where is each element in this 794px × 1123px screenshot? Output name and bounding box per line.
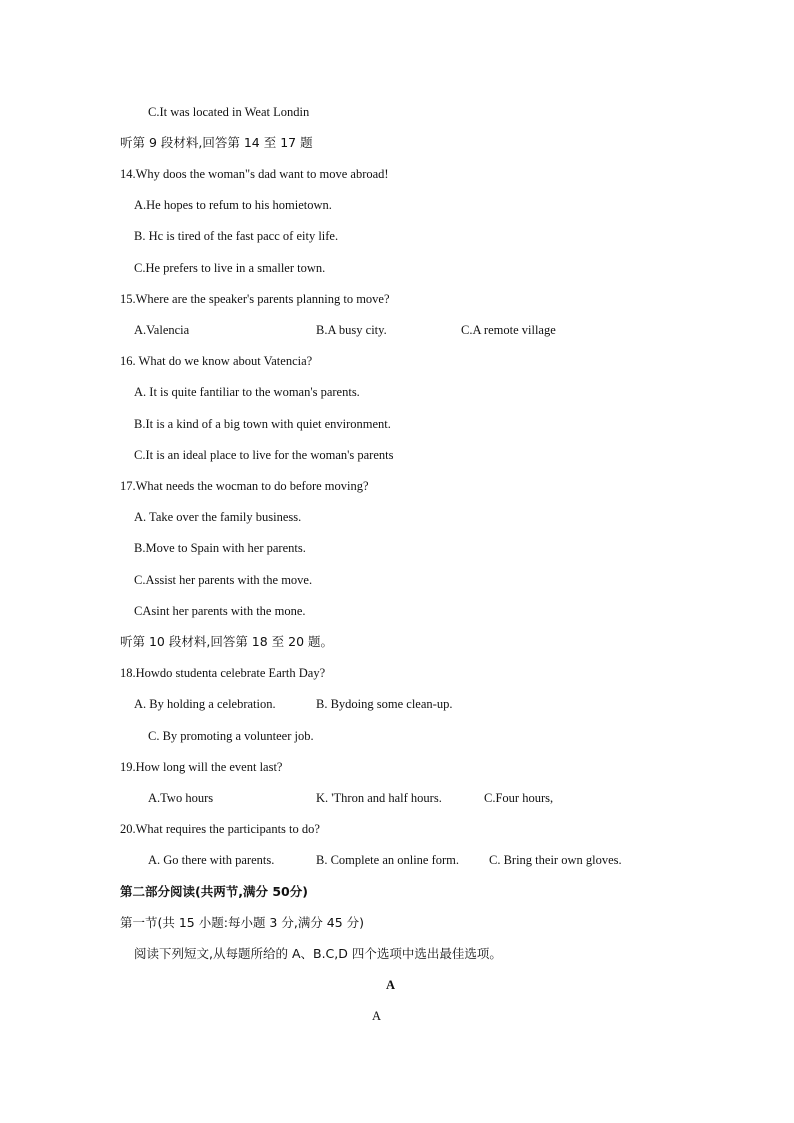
passage-subheading: A	[372, 1009, 382, 1023]
section-instruction: 听第 10 段材料,回答第 18 至 20 题。	[120, 634, 334, 649]
option-16c: C.It is an ideal place to live for the woman's parents	[134, 448, 394, 462]
option-15c: C.A remote village	[461, 323, 556, 337]
section-instruction: 听第 9 段材料,回答第 14 至 17 题	[120, 135, 313, 150]
option-17d: CAsint her parents with the mone.	[134, 604, 306, 618]
option-18b: B. Bydoing some clean-up.	[316, 697, 453, 711]
option-14a: A.He hopes to refum to his homietown.	[134, 198, 332, 212]
option-20a: A. Go there with parents.	[148, 853, 275, 867]
option-16b: B.It is a kind of a big town with quiet environment.	[134, 417, 391, 431]
option-19b: K. 'Thron and half hours.	[316, 791, 442, 805]
question-20: 20.What requires the participants to do?	[120, 822, 320, 836]
question-18: 18.Howdo studenta celebrate Earth Day?	[120, 666, 326, 680]
option-19c: C.Four hours,	[484, 791, 554, 805]
option-18c: C. By promoting a volunteer job.	[148, 729, 314, 743]
option-line: C.It was located in Weat Londin	[148, 105, 310, 119]
passage-heading: A	[386, 978, 396, 992]
option-16a: A. It is quite fantiliar to the woman's parents.	[134, 385, 360, 399]
option-17a: A. Take over the family business.	[134, 510, 302, 524]
question-14: 14.Why doos the woman"s dad want to move abroad!	[120, 167, 389, 181]
question-19: 19.How long will the event last?	[120, 760, 283, 774]
option-14b: B. Hc is tired of the fast pacc of eity life.	[134, 229, 339, 243]
section-heading: 第一节(共 15 小题:每小题 3 分,满分 45 分)	[120, 915, 365, 930]
option-14c: C.He prefers to live in a smaller town.	[134, 261, 326, 275]
option-18a: A. By holding a celebration.	[134, 697, 276, 711]
option-20b: B. Complete an online form.	[316, 853, 460, 867]
reading-instruction: 阅读下列短文,从每题所给的 A、B.C,D 四个选项中选出最佳选项。	[134, 946, 502, 961]
option-19a: A.Two hours	[148, 791, 214, 805]
part-heading: 第二部分阅读(共两节,满分 50分)	[120, 884, 308, 899]
option-17c: C.Assist her parents with the move.	[134, 573, 313, 587]
option-15b: B.A busy city.	[316, 323, 387, 337]
question-16: 16. What do we know about Vatencia?	[120, 354, 313, 368]
option-15a: A.Valencia	[134, 323, 190, 337]
question-17: 17.What needs the wocman to do before moving?	[120, 479, 369, 493]
question-15: 15.Where are the speaker's parents planning to move?	[120, 292, 390, 306]
option-20c: C. Bring their own gloves.	[489, 853, 622, 867]
option-17b: B.Move to Spain with her parents.	[134, 541, 306, 555]
